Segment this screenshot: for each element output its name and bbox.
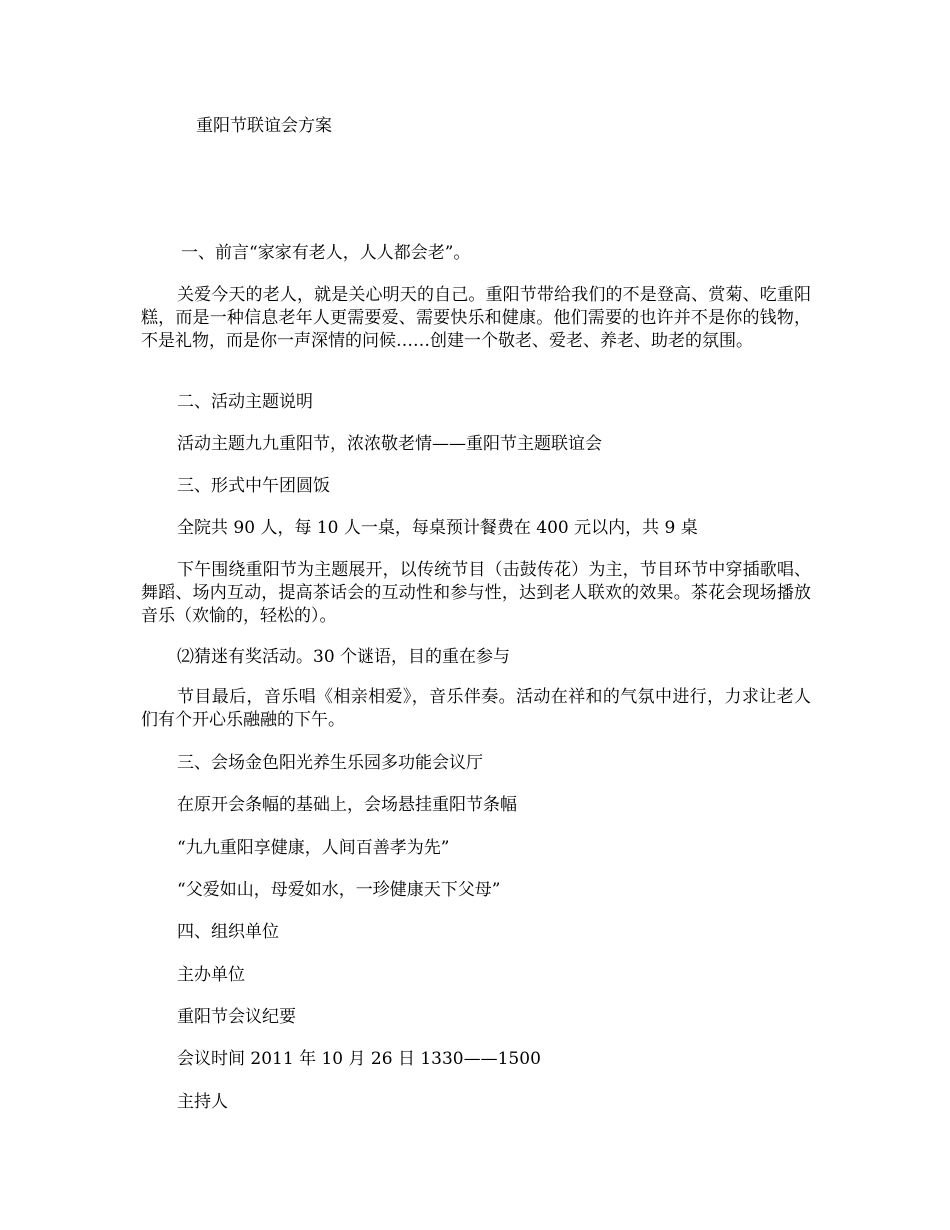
paragraph-theme: 活动主题九九重阳节，浓浓敬老情——重阳节主题联谊会 xyxy=(177,434,602,454)
section-format-heading: 三、形式中午团圆饭 xyxy=(177,476,330,496)
section-preface-heading: 一、前言“家家有老人，人人都会老”。 xyxy=(181,243,471,263)
section-theme-heading: 二、活动主题说明 xyxy=(177,392,313,412)
paragraph-banner: 在原开会条幅的基础上，会场悬挂重阳节条幅 xyxy=(177,795,517,815)
paragraph-preface-body xyxy=(141,284,811,353)
paragraph-text: 节目最后，音乐唱《相亲相爱》，音乐伴奏。活动在祥和的气氛中进行，力求让老人们有个开心乐融融的下午。 xyxy=(141,687,811,730)
paragraph-meeting-time: 会议时间 2011 年 10 月 26 日 1330——1500 xyxy=(177,1049,541,1069)
banner-slogan-2: “父爱如山，母爱如水，一珍健康天下父母” xyxy=(177,880,501,900)
paragraph-riddles: ⑵猜迷有奖活动。30 个谜语，目的重在参与 xyxy=(177,647,511,667)
section-venue-heading: 三、会场金色阳光养生乐园多功能会议厅 xyxy=(177,753,483,773)
paragraph-meeting-minutes: 重阳节会议纪要 xyxy=(177,1007,296,1027)
paragraph-moderator: 主持人 xyxy=(177,1092,228,1112)
paragraph-text: 关爱今天的老人，就是关心明天的自己。重阳节带给我们的不是登高、赏菊、吃重阳糕，而是一种信息老年人更需要爱、需要快乐和健康。他们需要的也许并不是你的钱物，不是礼物，而是你一声深情的问候……创建一个敬老、爱老、养老、助老的氛围。 xyxy=(141,285,811,351)
document-title: 重阳节联谊会方案 xyxy=(196,116,332,136)
paragraph-afternoon-program xyxy=(141,559,811,628)
section-organizer-heading: 四、组织单位 xyxy=(177,922,279,942)
paragraph-dinner: 全院共 90 人，每 10 人一桌，每桌预计餐费在 400 元以内，共 9 桌 xyxy=(177,518,698,538)
paragraph-host-unit: 主办单位 xyxy=(177,965,245,985)
paragraph-finale xyxy=(141,686,811,732)
banner-slogan-1: “九九重阳享健康，人间百善孝为先” xyxy=(177,838,450,858)
paragraph-text: 下午围绕重阳节为主题展开，以传统节目（击鼓传花）为主，节目环节中穿插歌唱、舞蹈、场内互动，提高茶话会的互动性和参与性，达到老人联欢的效果。茶花会现场播放音乐（欢愉的，轻松的）。 xyxy=(141,560,811,626)
